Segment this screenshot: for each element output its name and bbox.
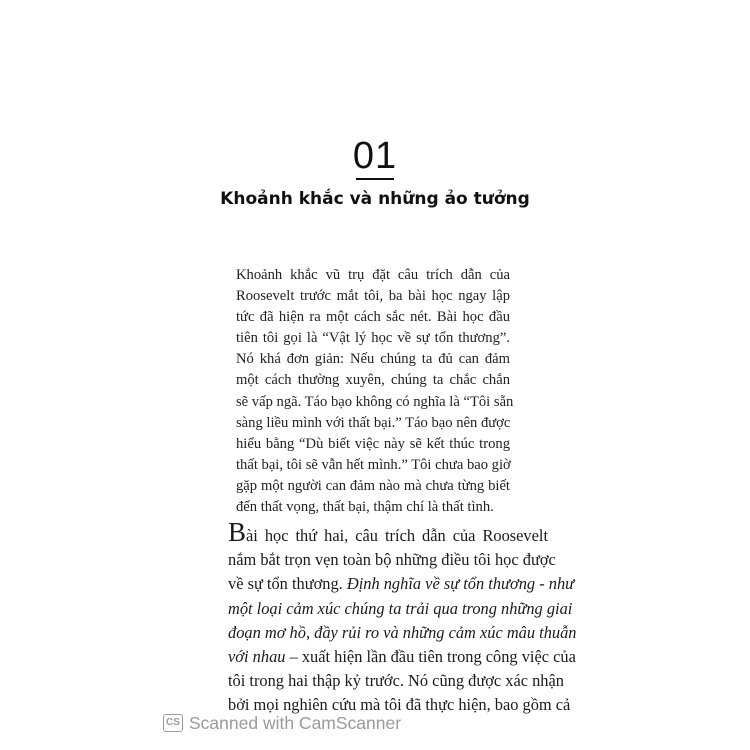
chapter-number: 01 [352, 135, 398, 177]
line-text: về sự tổn thương. [228, 574, 347, 594]
paragraph-line: bởi mọi nghiên cứu mà tôi đã thực hiện, bao gồm cả [228, 695, 571, 715]
paragraph-line: tức đã hiện ra một cách sắc nét. Bài học đầu [236, 309, 510, 326]
paragraph-line: hiểu bằng “Dù biết việc này sẽ kết thúc trong [236, 435, 510, 452]
camscanner-watermark [163, 712, 401, 734]
body-paragraph [228, 517, 577, 718]
watermark-text: Scanned with CamScanner [189, 712, 402, 733]
paragraph-line: một cách thường xuyên, chúng ta chắc chắn [236, 372, 510, 389]
camscanner-logo-icon: CS [163, 714, 183, 732]
paragraph-line: tôi trong hai thập kỷ trước. Nó cũng được xác nhận [228, 671, 564, 691]
paragraph-line [228, 517, 548, 548]
paragraph-line: sàng liều mình với thất bại.” Táo bạo nên được [236, 414, 511, 431]
paragraph-line: Khoảnh khắc vũ trụ đặt câu trích dẫn của [236, 267, 510, 283]
line-text: – xuất hiện lần đầu tiên trong công việc của [285, 647, 576, 667]
chapter-divider [356, 178, 394, 180]
italic-text: Định nghĩa về sự tổn thương - như [346, 574, 575, 594]
paragraph-line: sẽ vấp ngã. Táo bạo không có nghĩa là “Tôi sẵn [236, 393, 514, 410]
paragraph-line: Roosevelt trước mắt tôi, ba bài học ngay lập [236, 288, 510, 305]
paragraph-line: Nó khá đơn giản: Nếu chúng ta đủ can đảm [236, 351, 510, 368]
italic-text: với nhau [228, 647, 286, 667]
paragraph-line: một loại cảm xúc chúng ta trải qua trong những giai [228, 598, 573, 618]
paragraph-line: thất bại, tôi sẽ vẫn hết mình.” Tôi chưa bao giờ [236, 456, 511, 473]
paragraph-line: đoạn mơ hồ, đầy rủi ro và những cảm xúc mâu thuẫn [228, 622, 577, 642]
paragraph-line: gặp một người can đảm nào mà chưa từng biết [236, 477, 510, 494]
paragraph-line: nắm bắt trọn vẹn toàn bộ những điều tôi học được [228, 550, 556, 570]
chapter-title: Khoảnh khắc và những ảo tưởng [220, 189, 530, 209]
paragraph-line [228, 645, 576, 669]
paragraph-line [228, 572, 575, 596]
indented-paragraph [236, 265, 514, 518]
line-text: ài học thứ hai, câu trích dẫn của Roosevelt [246, 526, 548, 545]
drop-cap: B [228, 517, 247, 547]
paragraph-line: tiên tôi gọi là “Vật lý học về sự tổn thương”. [236, 330, 510, 347]
paragraph-line: đến thất vọng, thất bại, thậm chí là thất tình. [236, 499, 494, 516]
